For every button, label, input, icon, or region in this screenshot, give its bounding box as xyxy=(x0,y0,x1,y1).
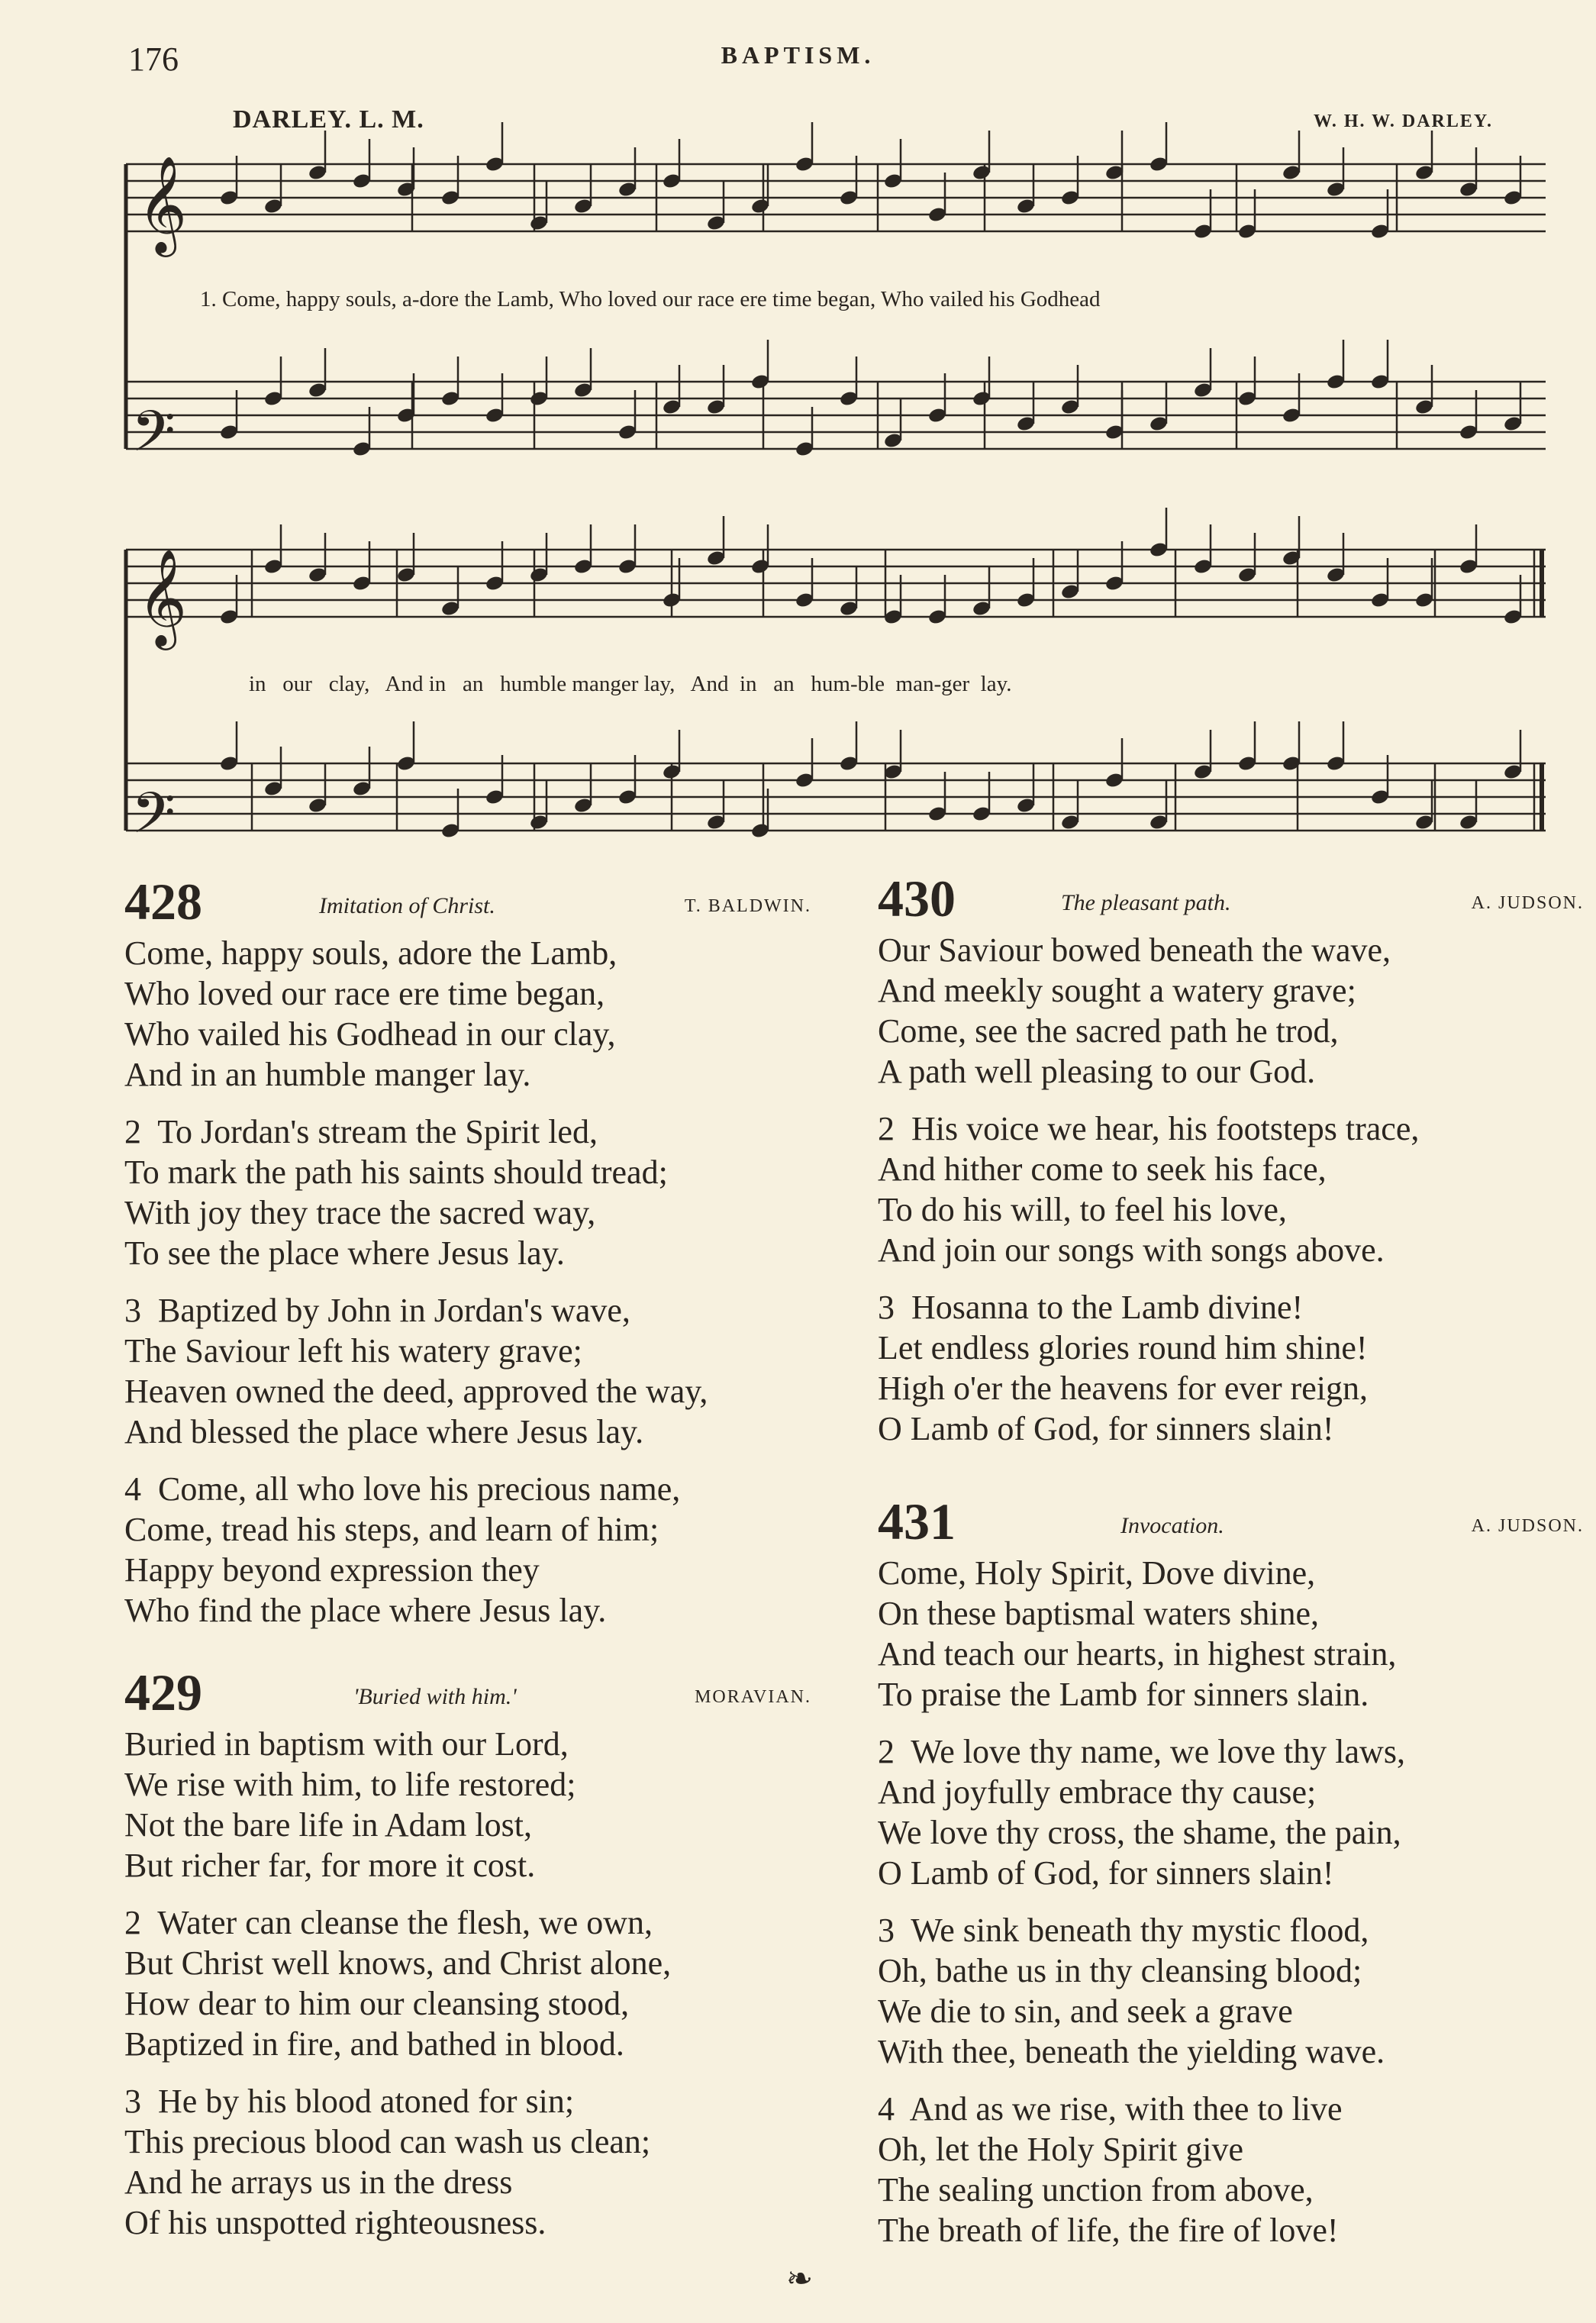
verse-line: How dear to him our cleansing stood, xyxy=(124,1985,630,2022)
verse-line: Our Saviour bowed beneath the wave, xyxy=(878,931,1391,969)
hymn-number: 429 xyxy=(124,1663,202,1721)
verse-line: The sealing unction from above, xyxy=(878,2171,1314,2208)
verse-line: 3 Hosanna to the Lamb divine! xyxy=(878,1289,1304,1326)
verse-line: Come, see the sacred path he trod, xyxy=(878,1012,1339,1050)
stanza xyxy=(124,2081,811,2243)
stanza xyxy=(124,933,811,1095)
hymn-author: A. JUDSON. xyxy=(1471,893,1584,913)
verse-line: Come, tread his steps, and learn of him; xyxy=(124,1511,659,1548)
verse-line: Who loved our race ere time began, xyxy=(124,975,605,1012)
verse-line: O Lamb of God, for sinners slain! xyxy=(878,1410,1334,1447)
verse-line: To see the place where Jesus lay. xyxy=(124,1234,565,1272)
verse-line: And hither come to seek his face, xyxy=(878,1150,1327,1188)
verse-line: On these baptismal waters shine, xyxy=(878,1595,1319,1632)
verse-line: But Christ well knows, and Christ alone, xyxy=(124,1944,672,1982)
verse-line: O Lamb of God, for sinners slain! xyxy=(878,1854,1334,1892)
hymn-429 xyxy=(124,1663,811,2260)
stanza xyxy=(878,1910,1565,2072)
verse-line: And he arrays us in the dress xyxy=(124,2163,513,2201)
hymn-430 xyxy=(878,869,1584,1466)
hymn-author: T. BALDWIN. xyxy=(684,896,811,916)
hymn-author: A. JUDSON. xyxy=(1471,1516,1584,1536)
verse-line: To praise the Lamb for sinners slain. xyxy=(878,1676,1369,1713)
verse-line: And blessed the place where Jesus lay. xyxy=(124,1413,644,1450)
stanza xyxy=(878,930,1565,1092)
stanza xyxy=(124,1469,811,1631)
verse-line: Heaven owned the deed, approved the way, xyxy=(124,1373,708,1410)
verse-line: With thee, beneath the yielding wave. xyxy=(878,2033,1385,2070)
hymn-number: 430 xyxy=(878,870,956,928)
verse-line: Come, happy souls, adore the Lamb, xyxy=(124,934,617,972)
verse-line: And teach our hearts, in highest strain, xyxy=(878,1635,1397,1673)
tune-lyric-line-2: in our clay, And in an humble manger lay, And in an hum-ble man-ger lay. xyxy=(249,672,1012,696)
verse-line: 2 To Jordan's stream the Spirit led, xyxy=(124,1113,598,1150)
stanza xyxy=(124,1724,811,1886)
hymn-number: 428 xyxy=(124,873,202,931)
verse-line: Not the bare life in Adam lost, xyxy=(124,1806,532,1844)
verse-line: Come, Holy Spirit, Dove divine, xyxy=(878,1554,1316,1592)
verse-line: With joy they trace the sacred way, xyxy=(124,1194,596,1231)
verse-line: Who vailed his Godhead in our clay, xyxy=(124,1015,616,1053)
verse-line: We love thy cross, the shame, the pain, xyxy=(878,1814,1401,1851)
verse-line: This precious blood can wash us clean; xyxy=(124,2123,651,2160)
hymn-author: MORAVIAN. xyxy=(695,1687,811,1707)
ornament-icon: ❧ xyxy=(786,2262,814,2297)
verse-line: 3 We sink beneath thy mystic flood, xyxy=(878,1912,1369,1949)
hymn-subtitle: The pleasant path. xyxy=(1061,890,1231,915)
verse-line: High o'er the heavens for ever reign, xyxy=(878,1370,1368,1407)
hymn-428 xyxy=(124,872,811,1647)
stanza xyxy=(124,1290,811,1452)
stanza xyxy=(878,1287,1565,1449)
verse-line: Happy beyond expression they xyxy=(124,1551,540,1589)
verse-line: And join our songs with songs above. xyxy=(878,1231,1385,1269)
verse-line: Who find the place where Jesus lay. xyxy=(124,1592,607,1629)
hymn-subtitle: Imitation of Christ. xyxy=(319,893,495,918)
stanza xyxy=(124,1111,811,1273)
verse-line: To mark the path his saints should tread; xyxy=(124,1153,668,1191)
running-head: BAPTISM. xyxy=(721,41,875,69)
verse-line: 2 Water can cleanse the flesh, we own, xyxy=(124,1904,653,1941)
verse-line: Baptized in fire, and bathed in blood. xyxy=(124,2025,624,2063)
hymn-431 xyxy=(878,1492,1584,2267)
verse-line: And meekly sought a watery grave; xyxy=(878,972,1356,1009)
hymn-subtitle: Invocation. xyxy=(1120,1513,1224,1538)
verse-line: And joyfully embrace thy cause; xyxy=(878,1773,1317,1811)
music-score xyxy=(0,0,1596,870)
verse-line: 4 And as we rise, with thee to live xyxy=(878,2090,1343,2128)
verse-line: Buried in baptism with our Lord, xyxy=(124,1725,569,1763)
verse-line: We die to sin, and seek a grave xyxy=(878,1992,1293,2030)
hymn-subtitle: 'Buried with him.' xyxy=(353,1684,517,1709)
verse-line: But richer far, for more it cost. xyxy=(124,1847,536,1884)
verse-line: To do his will, to feel his love, xyxy=(878,1191,1287,1228)
verse-line: Of his unspotted righteousness. xyxy=(124,2204,547,2241)
stanza xyxy=(878,1108,1565,1270)
verse-line: Let endless glories round him shine! xyxy=(878,1329,1368,1366)
verse-line: And in an humble manger lay. xyxy=(124,1056,531,1093)
verse-line: We rise with him, to life restored; xyxy=(124,1766,576,1803)
tune-lyric-line-1: 1. Come, happy souls, a-dore the Lamb, Who loved our race ere time began, Who vailed his Godhead xyxy=(200,287,1101,311)
tune-composer: W. H. W. DARLEY. xyxy=(1314,111,1493,131)
stanza xyxy=(124,1902,811,2064)
verse-line: 4 Come, all who love his precious name, xyxy=(124,1470,681,1508)
verse-line: The breath of life, the fire of love! xyxy=(878,2212,1339,2249)
treble-clef-icon: 𝄞 xyxy=(137,155,188,253)
verse-line: 3 He by his blood atoned for sin; xyxy=(124,2083,575,2120)
bass-clef-icon: 𝄢 xyxy=(131,398,176,479)
verse-line: A path well pleasing to our God. xyxy=(878,1053,1316,1090)
verse-line: Oh, let the Holy Spirit give xyxy=(878,2131,1244,2168)
verse-line: 3 Baptized by John in Jordan's wave, xyxy=(124,1292,630,1329)
verse-line: Oh, bathe us in thy cleansing blood; xyxy=(878,1952,1362,1989)
treble-clef-icon: 𝄞 xyxy=(137,548,188,646)
verse-line: 2 His voice we hear, his footsteps trace, xyxy=(878,1110,1420,1147)
stanza xyxy=(878,2089,1565,2250)
bass-clef-icon: 𝄢 xyxy=(131,780,176,860)
hymn-number: 431 xyxy=(878,1492,956,1550)
stanza xyxy=(878,1731,1565,1893)
page-number: 176 xyxy=(128,40,179,78)
stanza xyxy=(878,1553,1565,1715)
tune-name: DARLEY. L. M. xyxy=(233,105,424,134)
verse-line: 2 We love thy name, we love thy laws, xyxy=(878,1733,1405,1770)
verse-line: The Saviour left his watery grave; xyxy=(124,1332,582,1370)
